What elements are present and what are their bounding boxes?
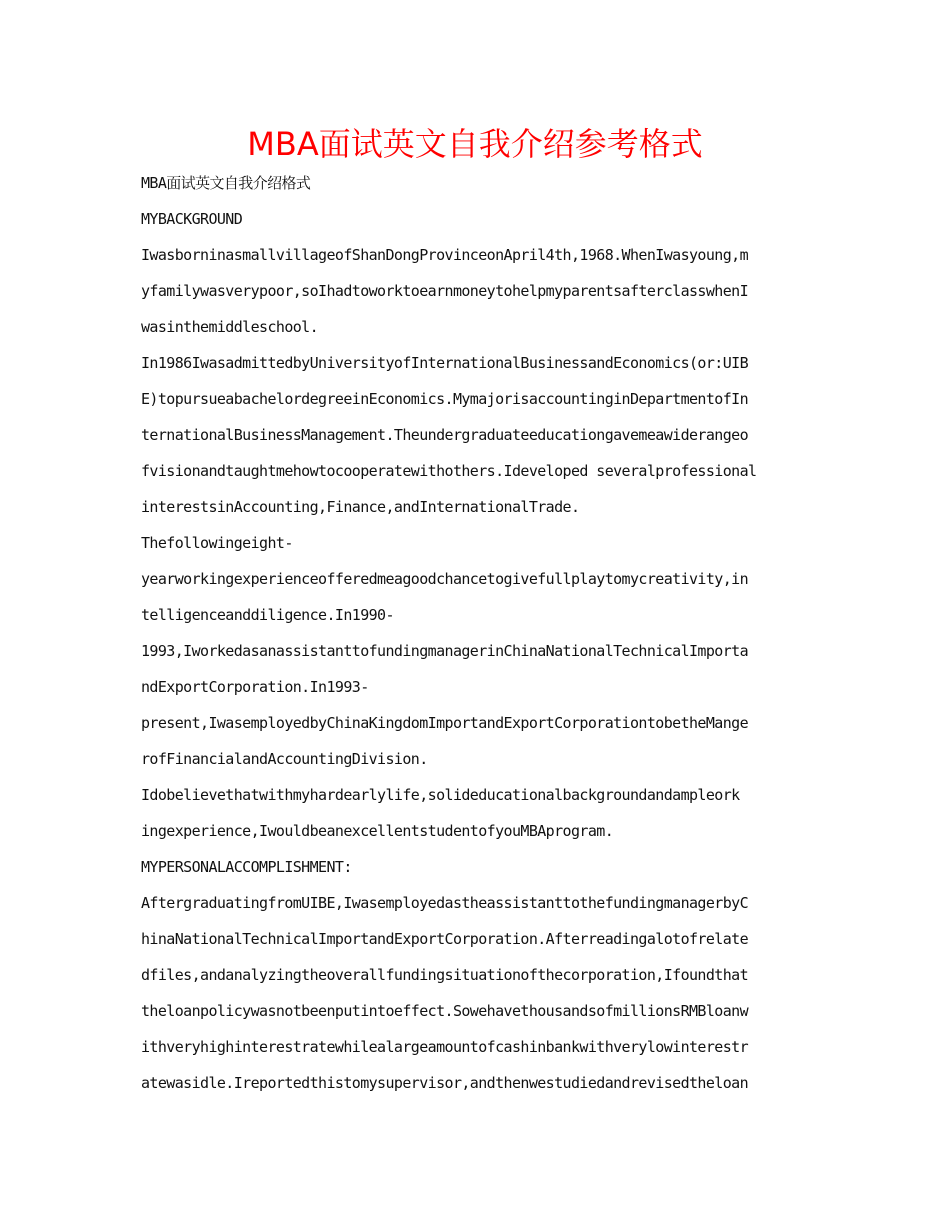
paragraph-line: wasinthemiddleschool. xyxy=(141,318,319,336)
paragraph-line: In1986IwasadmittedbyUniversityofInternationalBusinessandEconomics(or:UIB xyxy=(141,354,749,372)
subtitle-line: MBA面试英文自我介绍格式 xyxy=(141,174,311,192)
paragraph-line: atewasidle.Ireportedthistomysupervisor,andthenwestudiedandrevisedtheloan xyxy=(141,1074,749,1092)
paragraph-line: 1993,IworkedasanassistanttofundingmanagerinChinaNationalTechnicalImporta xyxy=(141,642,749,660)
section-heading-accomplishment: MYPERSONALACCOMPLISHMENT: xyxy=(141,858,352,876)
paragraph-line: telligenceanddiligence.In1990- xyxy=(141,606,394,624)
paragraph-line: E)topursueabachelordegreeinEconomics.MymajorisaccountinginDepartmentofIn xyxy=(141,390,749,408)
paragraph-line: present,IwasemployedbyChinaKingdomImportandExportCorporationtobetheMange xyxy=(141,714,749,732)
paragraph-line: Thefollowingeight- xyxy=(141,534,293,552)
paragraph-line: fvisionandtaughtmehowtocooperatewithothers.Ideveloped severalprofessional xyxy=(141,462,757,480)
paragraph-line: ndExportCorporation.In1993- xyxy=(141,678,369,696)
document-title: MBA面试英文自我介绍参考格式 xyxy=(247,125,703,163)
paragraph-line: Idobelievethatwithmyhardearlylife,solideducationalbackgroundandampleork xyxy=(141,786,740,804)
paragraph-line: ithveryhighinterestratewhilealargeamountofcashinbankwithverylowinterestr xyxy=(141,1038,749,1056)
paragraph-line: hinaNationalTechnicalImportandExportCorporation.Afterreadingalotofrelate xyxy=(141,930,749,948)
paragraph-line: rofFinancialandAccountingDivision. xyxy=(141,750,428,768)
paragraph-line: interestsinAccounting,Finance,andInternationalTrade. xyxy=(141,498,580,516)
paragraph-line: dfiles,andanalyzingtheoverallfundingsituationofthecorporation,Ifoundthat xyxy=(141,966,749,984)
paragraph-line: theloanpolicywasnotbeenputintoeffect.SowehavethousandsofmillionsRMBloanw xyxy=(141,1002,749,1020)
paragraph-line: yfamilywasverypoor,soIhadtoworktoearnmoneytohelpmyparentsafterclasswhenI xyxy=(141,282,749,300)
paragraph-line: yearworkingexperienceofferedmeagoodchancetogivefullplaytomycreativity,in xyxy=(141,570,749,588)
section-heading-background: MYBACKGROUND xyxy=(141,210,243,228)
paragraph-line: ingexperience,IwouldbeanexcellentstudentofyouMBAprogram. xyxy=(141,822,614,840)
document-body xyxy=(141,165,813,1101)
paragraph-line: AftergraduatingfromUIBE,IwasemployedastheassistanttothefundingmanagerbyC xyxy=(141,894,749,912)
paragraph-line: IwasborninasmallvillageofShanDongProvinceonApril4th,1968.WhenIwasyoung,m xyxy=(141,246,749,264)
paragraph-line: ternationalBusinessManagement.Theundergraduateeducationgavemeawiderangeo xyxy=(141,426,749,444)
